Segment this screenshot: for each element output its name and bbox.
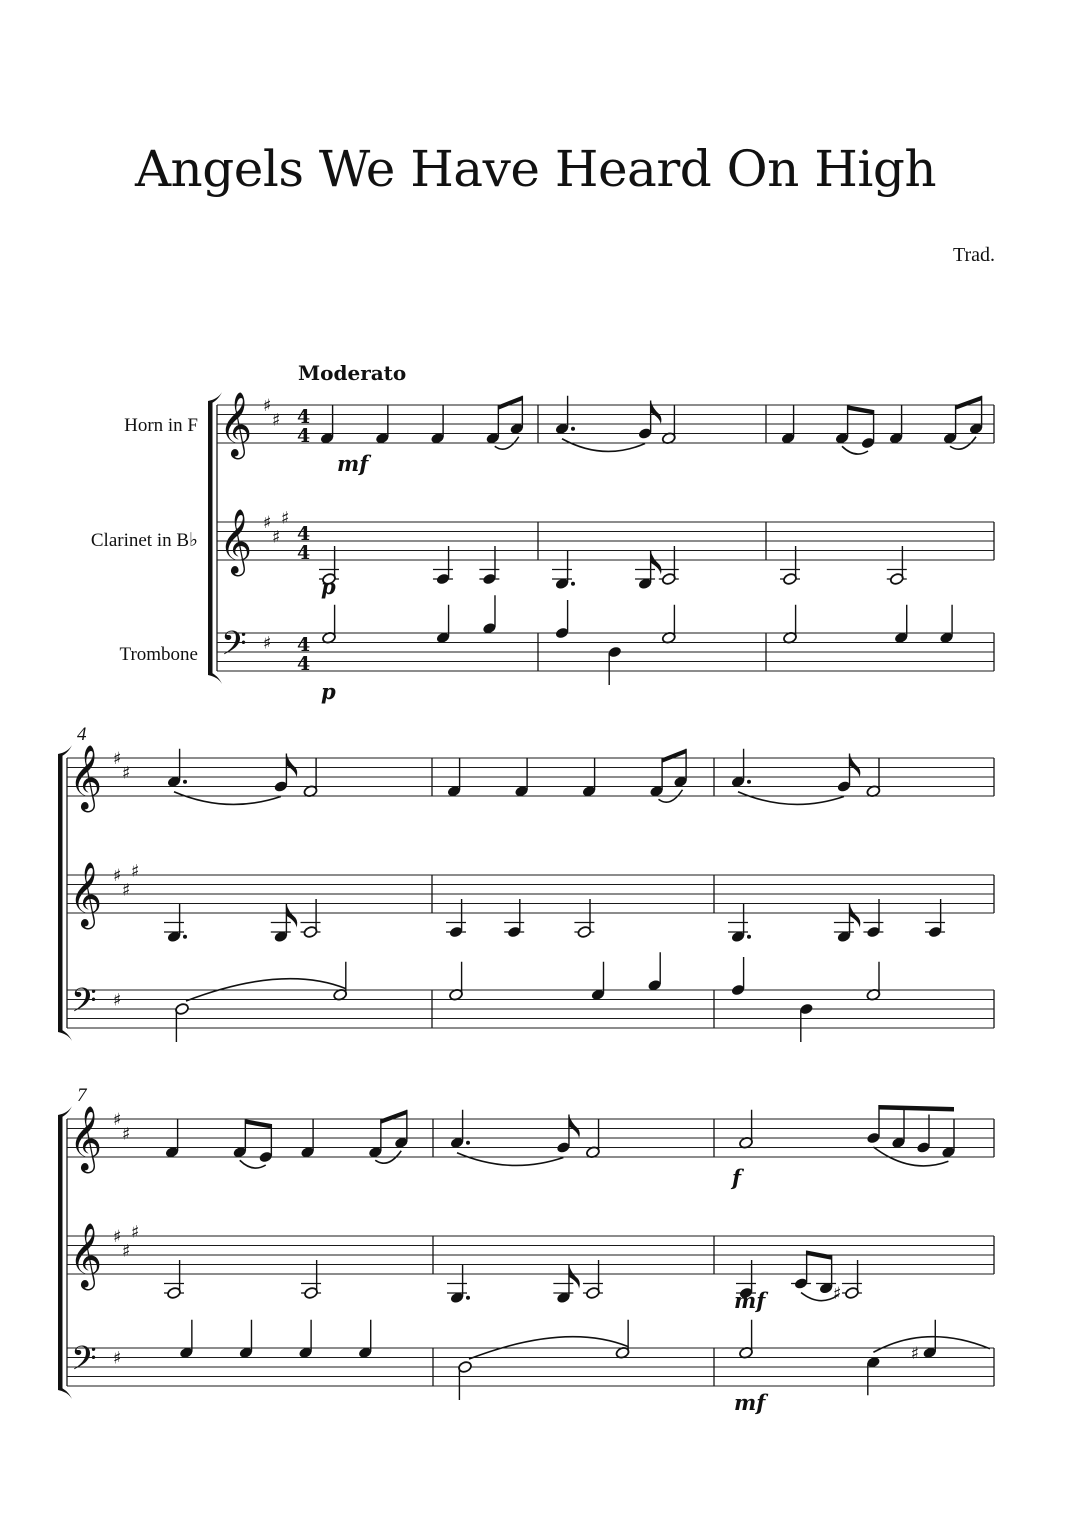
- note-beam: [381, 1110, 407, 1124]
- slur: [457, 1153, 563, 1166]
- key-signature-accidental: ♯: [113, 749, 122, 769]
- staff: [217, 522, 994, 560]
- measure-number: 7: [77, 1085, 87, 1106]
- slur: [873, 1147, 948, 1166]
- augmentation-dot: [747, 780, 751, 784]
- slur: [240, 1160, 266, 1168]
- bass-clef: 𝄢: [71, 982, 97, 1028]
- key-signature-accidental: ♯: [122, 1241, 131, 1262]
- key-signature-accidental: ♯: [113, 1348, 122, 1369]
- staff: [67, 758, 994, 796]
- system-bracket: [208, 401, 213, 675]
- augmentation-dot: [466, 1296, 470, 1300]
- augmentation-dot: [747, 935, 751, 939]
- tempo-marking: Moderato: [298, 361, 407, 385]
- staff: [217, 405, 994, 443]
- key-signature-accidental: ♯: [281, 508, 290, 529]
- augmentation-dot: [571, 427, 575, 431]
- key-signature-accidental: ♯: [263, 513, 272, 533]
- time-signature-denominator: 4: [297, 425, 311, 447]
- eighth-flag: [651, 551, 662, 575]
- note-beam: [848, 405, 874, 414]
- staff: [67, 1348, 994, 1386]
- staff: [67, 1236, 994, 1274]
- key-signature-accidental: ♯: [272, 527, 281, 548]
- eighth-flag: [286, 904, 297, 928]
- accidental-sharp: ♯: [910, 1343, 919, 1364]
- key-signature-accidental: ♯: [113, 866, 122, 886]
- staff: [67, 1119, 994, 1157]
- time-signature-denominator: 4: [297, 542, 311, 564]
- composer-credit: Trad.: [952, 244, 995, 266]
- augmentation-dot: [183, 780, 187, 784]
- key-signature-accidental: ♯: [131, 861, 140, 882]
- dynamic-marking: f: [732, 1165, 742, 1190]
- eighth-flag: [286, 754, 297, 778]
- treble-clef: 𝄞: [219, 509, 253, 574]
- bracket-hook-bottom: [58, 1028, 72, 1041]
- treble-clef: 𝄞: [219, 392, 253, 457]
- dynamic-marking: p: [321, 679, 336, 704]
- bracket-hook-bottom: [208, 671, 222, 684]
- note-beam: [245, 1119, 271, 1128]
- key-signature-accidental: ♯: [113, 990, 122, 1011]
- slur: [562, 439, 645, 452]
- measure-number: 4: [77, 724, 87, 745]
- note-beam: [662, 749, 686, 763]
- note-beam: [498, 396, 522, 410]
- slur: [174, 792, 281, 805]
- augmentation-dot: [466, 1141, 470, 1145]
- treble-clef: 𝄞: [69, 745, 103, 810]
- time-signature-denominator: 4: [297, 653, 311, 675]
- dynamic-marking: p: [321, 574, 336, 599]
- system-bracket: [58, 1115, 63, 1390]
- key-signature-accidental: ♯: [122, 763, 131, 784]
- key-signature-accidental: ♯: [113, 1227, 122, 1247]
- eighth-flag: [850, 904, 861, 928]
- bass-clef: 𝄢: [71, 1340, 97, 1386]
- instrument-name: Clarinet in B♭: [90, 530, 198, 551]
- system-bracket: [58, 754, 63, 1032]
- note-beam: [807, 1251, 832, 1260]
- bass-clef: 𝄢: [221, 625, 247, 671]
- dynamic-marking: mf: [734, 1390, 766, 1415]
- note-beam: [879, 1105, 954, 1112]
- accidental-sharp: ♯: [832, 1284, 842, 1304]
- augmentation-dot: [183, 935, 187, 939]
- note-beam: [956, 396, 982, 410]
- key-signature-accidental: ♯: [272, 410, 281, 431]
- time-signature-numerator: 4: [297, 634, 311, 656]
- slur: [842, 446, 868, 454]
- augmentation-dot: [571, 582, 575, 586]
- key-signature-accidental: ♯: [263, 396, 272, 416]
- key-signature-accidental: ♯: [263, 633, 272, 654]
- staff: [67, 990, 994, 1028]
- treble-clef: 𝄞: [69, 1106, 103, 1171]
- eighth-flag: [850, 754, 861, 778]
- eighth-flag: [569, 1115, 580, 1139]
- key-signature-accidental: ♯: [131, 1222, 140, 1243]
- key-signature-accidental: ♯: [122, 880, 131, 901]
- key-signature-accidental: ♯: [113, 1110, 122, 1130]
- treble-clef: 𝄞: [69, 1223, 103, 1288]
- score-title: Angels We Have Heard On High: [134, 140, 937, 198]
- bracket-hook-bottom: [58, 1386, 72, 1399]
- dynamic-marking: mf: [337, 451, 369, 476]
- dynamic-marking: mf: [734, 1288, 766, 1313]
- time-signature-numerator: 4: [297, 523, 311, 545]
- staff: [67, 875, 994, 913]
- treble-clef: 𝄞: [69, 862, 103, 927]
- instrument-name: Trombone: [119, 644, 198, 665]
- instrument-name: Horn in F: [124, 415, 198, 436]
- eighth-flag: [651, 401, 662, 425]
- eighth-flag: [569, 1265, 580, 1289]
- slur: [738, 792, 844, 805]
- key-signature-accidental: ♯: [122, 1124, 131, 1145]
- time-signature-numerator: 4: [297, 406, 311, 428]
